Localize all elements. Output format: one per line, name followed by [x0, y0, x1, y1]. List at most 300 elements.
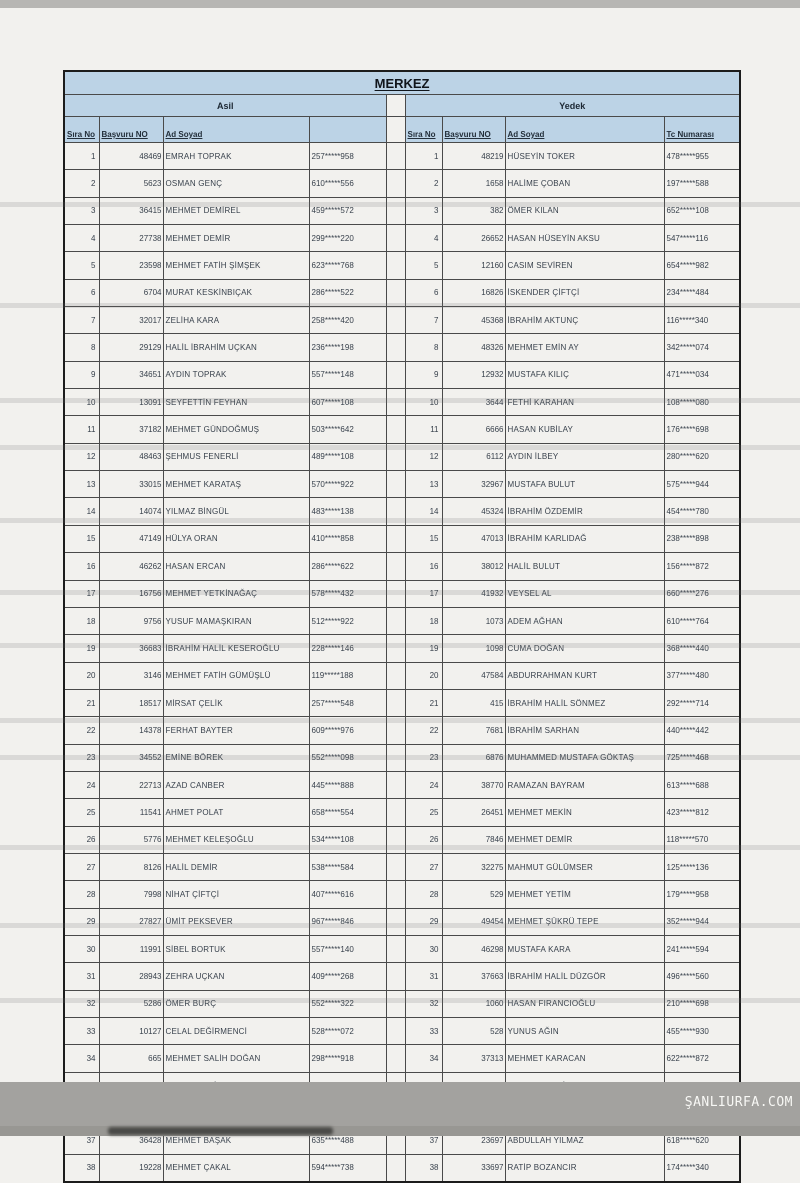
yedek-basvuru-no-cell: 6666	[442, 416, 505, 443]
yedek-sira-no-cell: 34	[405, 1045, 442, 1072]
yedek-tc-cell: 423*****812	[664, 799, 740, 826]
asil-basvuru-no-cell: 11991	[99, 935, 163, 962]
yedek-ad-soyad-cell: MEHMET YETİM	[505, 881, 664, 908]
yedek-sira-no-cell: 14	[405, 498, 442, 525]
asil-tc-cell: 635*****488	[309, 1127, 386, 1154]
yedek-sira-no-cell: 28	[405, 881, 442, 908]
asil-ad-soyad-cell: MEHMET GÜNDOĞMUŞ	[163, 416, 309, 443]
yedek-sira-no-cell: 25	[405, 799, 442, 826]
asil-basvuru-no-cell: 14074	[99, 498, 163, 525]
yedek-tc-cell: 547*****116	[664, 225, 740, 252]
gap-cell	[386, 279, 405, 306]
asil-basvuru-no-cell: 11541	[99, 799, 163, 826]
yedek-tc-cell: 440*****442	[664, 717, 740, 744]
asil-ad-soyad-cell: HÜLYA ORAN	[163, 525, 309, 552]
yedek-basvuru-no-cell: 47584	[442, 662, 505, 689]
asil-ad-soyad-cell: HALİL İBRAHİM UÇKAN	[163, 334, 309, 361]
scan-top-edge	[0, 0, 800, 8]
gap-cell	[386, 143, 405, 170]
asil-sira-no-cell: 37	[64, 1127, 99, 1154]
asil-tc-cell: 534*****108	[309, 826, 386, 853]
table-row	[64, 471, 740, 498]
yedek-sira-no-cell: 31	[405, 963, 442, 990]
yedek-basvuru-no-cell: 32275	[442, 853, 505, 880]
yedek-basvuru-no-cell: 529	[442, 881, 505, 908]
table-row	[64, 170, 740, 197]
yedek-tc-cell: 116*****340	[664, 307, 740, 334]
asil-tc-cell: 552*****098	[309, 744, 386, 771]
scan-smudge	[108, 1127, 333, 1135]
yedek-basvuru-no-cell: 38012	[442, 553, 505, 580]
asil-basvuru-no-cell: 28943	[99, 963, 163, 990]
asil-basvuru-no-cell: 18517	[99, 689, 163, 716]
yedek-sira-no-cell: 4	[405, 225, 442, 252]
yedek-ad-soyad-cell: İBRAHİM HALİL SÖNMEZ	[505, 689, 664, 716]
table-row	[64, 826, 740, 853]
asil-ad-soyad-cell: CELAL DEĞİRMENCİ	[163, 1018, 309, 1045]
yedek-sira-no-cell: 16	[405, 553, 442, 580]
yedek-ad-soyad-cell: MEHMET ŞÜKRÜ TEPE	[505, 908, 664, 935]
yedek-basvuru-no-cell: 1658	[442, 170, 505, 197]
yedek-ad-soyad-cell: MEHMET DEMİR	[505, 826, 664, 853]
asil-basvuru-no-cell: 8126	[99, 853, 163, 880]
asil-ad-soyad-cell: AZAD CANBER	[163, 771, 309, 798]
yedek-tc-cell: 652*****108	[664, 197, 740, 224]
yedek-sira-no-cell: 12	[405, 443, 442, 470]
yedek-basvuru-no-cell: 528	[442, 1018, 505, 1045]
table-row	[64, 771, 740, 798]
asil-tc-cell: 119*****188	[309, 662, 386, 689]
asil-basvuru-no-cell: 10127	[99, 1018, 163, 1045]
asil-sira-no-cell: 5	[64, 252, 99, 279]
yedek-sira-no-cell: 15	[405, 525, 442, 552]
asil-basvuru-no-cell: 5623	[99, 170, 163, 197]
yedek-sira-no-cell: 10	[405, 389, 442, 416]
table-row	[64, 935, 740, 962]
yedek-sira-no-cell: 9	[405, 361, 442, 388]
gap-cell	[386, 389, 405, 416]
yedek-ad-soyad-cell: ABDURRAHMAN KURT	[505, 662, 664, 689]
yedek-tc-cell: 377*****480	[664, 662, 740, 689]
table-row	[64, 252, 740, 279]
yedek-basvuru-no-cell: 7681	[442, 717, 505, 744]
yedek-ad-soyad-cell: ADEM AĞHAN	[505, 607, 664, 634]
table-row	[64, 908, 740, 935]
gap-cell	[386, 689, 405, 716]
asil-tc-cell: 286*****522	[309, 279, 386, 306]
yedek-ad-soyad-cell: MUHAMMED MUSTAFA GÖKTAŞ	[505, 744, 664, 771]
asil-basvuru-no-cell: 16756	[99, 580, 163, 607]
asil-basvuru-no-cell: 48463	[99, 443, 163, 470]
gap-cell	[386, 799, 405, 826]
yedek-ad-soyad-cell: HALİME ÇOBAN	[505, 170, 664, 197]
table-row	[64, 881, 740, 908]
yedek-tc-cell: 352*****944	[664, 908, 740, 935]
asil-basvuru-no-cell: 36683	[99, 635, 163, 662]
table-row	[64, 1018, 740, 1045]
table-row	[64, 744, 740, 771]
yedek-sira-no-cell: 7	[405, 307, 442, 334]
asil-ad-soyad-cell: MEHMET YETKİNAĞAÇ	[163, 580, 309, 607]
asil-basvuru-no-cell: 36428	[99, 1127, 163, 1154]
asil-tc-cell: 658*****554	[309, 799, 386, 826]
title-row	[64, 71, 740, 95]
table-row	[64, 1045, 740, 1072]
table-row	[64, 963, 740, 990]
asil-sira-no-cell: 25	[64, 799, 99, 826]
yedek-sira-no-cell: 17	[405, 580, 442, 607]
asil-basvuru-no-cell: 46262	[99, 553, 163, 580]
yedek-ad-soyad-cell: HÜSEYİN TOKER	[505, 143, 664, 170]
asil-sira-no-cell: 16	[64, 553, 99, 580]
yedek-tc-cell: 478*****955	[664, 143, 740, 170]
yedek-header-ad-soyad: Ad Soyad	[505, 117, 664, 143]
gap-cell	[386, 443, 405, 470]
asil-sira-no-cell: 23	[64, 744, 99, 771]
yedek-sira-no-cell: 21	[405, 689, 442, 716]
table-row	[64, 225, 740, 252]
asil-tc-cell: 299*****220	[309, 225, 386, 252]
asil-sira-no-cell: 26	[64, 826, 99, 853]
yedek-basvuru-no-cell: 12160	[442, 252, 505, 279]
asil-ad-soyad-cell: MEHMET SALİH DOĞAN	[163, 1045, 309, 1072]
yedek-tc-cell: 660*****276	[664, 580, 740, 607]
table-row	[64, 580, 740, 607]
asil-sira-no-cell: 29	[64, 908, 99, 935]
yedek-basvuru-no-cell: 23697	[442, 1127, 505, 1154]
yedek-sira-no-cell: 32	[405, 990, 442, 1017]
asil-ad-soyad-cell: FERHAT BAYTER	[163, 717, 309, 744]
yedek-ad-soyad-cell: MEHMET EMİN AY	[505, 334, 664, 361]
asil-ad-soyad-cell: ÜMİT PEKSEVER	[163, 908, 309, 935]
yedek-tc-cell: 725*****468	[664, 744, 740, 771]
table-row	[64, 662, 740, 689]
yedek-basvuru-no-cell: 26652	[442, 225, 505, 252]
yedek-ad-soyad-cell: AYDIN İLBEY	[505, 443, 664, 470]
gap-cell	[386, 307, 405, 334]
asil-sira-no-cell: 10	[64, 389, 99, 416]
yedek-ad-soyad-cell: MUSTAFA BULUT	[505, 471, 664, 498]
asil-sira-no-cell: 33	[64, 1018, 99, 1045]
asil-section-label: Asil	[64, 95, 386, 117]
yedek-tc-cell: 292*****714	[664, 689, 740, 716]
asil-sira-no-cell: 30	[64, 935, 99, 962]
watermark: ŞANLIURFA.COM	[684, 1095, 793, 1110]
asil-sira-no-cell: 31	[64, 963, 99, 990]
asil-sira-no-cell: 21	[64, 689, 99, 716]
asil-tc-cell: 512*****922	[309, 607, 386, 634]
yedek-ad-soyad-cell: HASAN KUBİLAY	[505, 416, 664, 443]
yedek-ad-soyad-cell: CUMA DOĞAN	[505, 635, 664, 662]
table-row	[64, 361, 740, 388]
asil-tc-cell: 609*****976	[309, 717, 386, 744]
yedek-tc-cell: 654*****982	[664, 252, 740, 279]
yedek-sira-no-cell: 2	[405, 170, 442, 197]
yedek-basvuru-no-cell: 45368	[442, 307, 505, 334]
gap-cell	[386, 197, 405, 224]
asil-sira-no-cell: 15	[64, 525, 99, 552]
asil-basvuru-no-cell: 48469	[99, 143, 163, 170]
gap-cell	[386, 771, 405, 798]
asil-sira-no-cell: 12	[64, 443, 99, 470]
asil-tc-cell: 538*****584	[309, 853, 386, 880]
table-row	[64, 607, 740, 634]
table-row	[64, 416, 740, 443]
asil-basvuru-no-cell: 34552	[99, 744, 163, 771]
yedek-tc-cell: 108*****080	[664, 389, 740, 416]
asil-tc-cell: 594*****738	[309, 1154, 386, 1182]
asil-sira-no-cell: 3	[64, 197, 99, 224]
asil-ad-soyad-cell: MEHMET KARATAŞ	[163, 471, 309, 498]
yedek-ad-soyad-cell: MEHMET KARACAN	[505, 1045, 664, 1072]
yedek-sira-no-cell: 37	[405, 1127, 442, 1154]
asil-ad-soyad-cell: ZELİHA KARA	[163, 307, 309, 334]
asil-ad-soyad-cell: MEHMET FATİH ŞİMŞEK	[163, 252, 309, 279]
asil-tc-cell: 257*****958	[309, 143, 386, 170]
yedek-basvuru-no-cell: 48219	[442, 143, 505, 170]
asil-tc-cell: 557*****148	[309, 361, 386, 388]
yedek-basvuru-no-cell: 38770	[442, 771, 505, 798]
yedek-basvuru-no-cell: 1073	[442, 607, 505, 634]
table-row	[64, 443, 740, 470]
asil-basvuru-no-cell: 7998	[99, 881, 163, 908]
yedek-ad-soyad-cell: İSKENDER ÇİFTÇİ	[505, 279, 664, 306]
yedek-ad-soyad-cell: İBRAHİM SARHAN	[505, 717, 664, 744]
table-row	[64, 717, 740, 744]
yedek-basvuru-no-cell: 12932	[442, 361, 505, 388]
asil-sira-no-cell: 4	[64, 225, 99, 252]
gap-cell	[386, 498, 405, 525]
asil-tc-cell: 489*****108	[309, 443, 386, 470]
asil-tc-cell: 459*****572	[309, 197, 386, 224]
table-row	[64, 334, 740, 361]
asil-header-sira-no: Sıra No	[64, 117, 99, 143]
table-row	[64, 799, 740, 826]
table-row	[64, 853, 740, 880]
yedek-ad-soyad-cell: İBRAHİM AKTUNÇ	[505, 307, 664, 334]
yedek-ad-soyad-cell: YUNUS AĞIN	[505, 1018, 664, 1045]
gap-cell	[386, 963, 405, 990]
yedek-sira-no-cell: 8	[405, 334, 442, 361]
table-row	[64, 307, 740, 334]
asil-sira-no-cell: 19	[64, 635, 99, 662]
asil-sira-no-cell: 34	[64, 1045, 99, 1072]
gap-cell	[386, 607, 405, 634]
asil-tc-cell: 483*****138	[309, 498, 386, 525]
asil-tc-cell: 503*****642	[309, 416, 386, 443]
asil-tc-cell: 610*****556	[309, 170, 386, 197]
asil-basvuru-no-cell: 5776	[99, 826, 163, 853]
asil-ad-soyad-cell: MURAT KESKİNBIÇAK	[163, 279, 309, 306]
asil-tc-cell: 445*****888	[309, 771, 386, 798]
yedek-basvuru-no-cell: 26451	[442, 799, 505, 826]
yedek-basvuru-no-cell: 6876	[442, 744, 505, 771]
gap-cell	[386, 525, 405, 552]
gap-cell	[386, 853, 405, 880]
asil-tc-cell: 298*****918	[309, 1045, 386, 1072]
yedek-tc-cell: 280*****620	[664, 443, 740, 470]
asil-ad-soyad-cell: AYDIN TOPRAK	[163, 361, 309, 388]
yedek-ad-soyad-cell: MUSTAFA KILIÇ	[505, 361, 664, 388]
yedek-sira-no-cell: 29	[405, 908, 442, 935]
asil-ad-soyad-cell: HALİL DEMİR	[163, 853, 309, 880]
gap-cell	[386, 744, 405, 771]
yedek-sira-no-cell: 5	[405, 252, 442, 279]
asil-header-basvuru-no: Başvuru NO	[99, 117, 163, 143]
yedek-sira-no-cell: 3	[405, 197, 442, 224]
table-row	[64, 990, 740, 1017]
asil-basvuru-no-cell: 47149	[99, 525, 163, 552]
yedek-basvuru-no-cell: 32967	[442, 471, 505, 498]
asil-sira-no-cell: 2	[64, 170, 99, 197]
asil-basvuru-no-cell: 37182	[99, 416, 163, 443]
yedek-sira-no-cell: 23	[405, 744, 442, 771]
asil-basvuru-no-cell: 29129	[99, 334, 163, 361]
asil-sira-no-cell: 24	[64, 771, 99, 798]
yedek-ad-soyad-cell: MAHMUT GÜLÜMSER	[505, 853, 664, 880]
gap-cell	[386, 580, 405, 607]
yedek-tc-cell: 238*****898	[664, 525, 740, 552]
asil-basvuru-no-cell: 14378	[99, 717, 163, 744]
yedek-basvuru-no-cell: 1060	[442, 990, 505, 1017]
asil-basvuru-no-cell: 32017	[99, 307, 163, 334]
section-row	[64, 95, 740, 117]
asil-tc-cell: 967*****846	[309, 908, 386, 935]
asil-ad-soyad-cell: OSMAN GENÇ	[163, 170, 309, 197]
yedek-tc-cell: 176*****698	[664, 416, 740, 443]
yedek-sira-no-cell: 19	[405, 635, 442, 662]
asil-sira-no-cell: 32	[64, 990, 99, 1017]
gap-cell	[386, 908, 405, 935]
gap-cell	[386, 252, 405, 279]
yedek-tc-cell: 622*****872	[664, 1045, 740, 1072]
yedek-ad-soyad-cell: MUSTAFA KARA	[505, 935, 664, 962]
table-row	[64, 143, 740, 170]
asil-sira-no-cell: 17	[64, 580, 99, 607]
asil-basvuru-no-cell: 13091	[99, 389, 163, 416]
asil-ad-soyad-cell: MEHMET FATİH GÜMÜŞLÜ	[163, 662, 309, 689]
asil-ad-soyad-cell: MİRSAT ÇELİK	[163, 689, 309, 716]
yedek-ad-soyad-cell: FETHİ KARAHAN	[505, 389, 664, 416]
asil-ad-soyad-cell: AHMET POLAT	[163, 799, 309, 826]
gap-cell	[386, 416, 405, 443]
gap-cell	[386, 553, 405, 580]
asil-tc-cell: 578*****432	[309, 580, 386, 607]
yedek-basvuru-no-cell: 41932	[442, 580, 505, 607]
yedek-tc-cell: 179*****958	[664, 881, 740, 908]
gap-cell	[386, 117, 405, 143]
asil-basvuru-no-cell: 36415	[99, 197, 163, 224]
column-header-row	[64, 117, 740, 143]
yedek-sira-no-cell: 1	[405, 143, 442, 170]
gap-cell	[386, 1045, 405, 1072]
yedek-ad-soyad-cell: HALİL BULUT	[505, 553, 664, 580]
yedek-basvuru-no-cell: 33697	[442, 1154, 505, 1182]
asil-tc-cell: 236*****198	[309, 334, 386, 361]
asil-tc-cell: 607*****108	[309, 389, 386, 416]
asil-sira-no-cell: 7	[64, 307, 99, 334]
yedek-basvuru-no-cell: 49454	[442, 908, 505, 935]
yedek-tc-cell: 610*****764	[664, 607, 740, 634]
asil-tc-cell: 407*****616	[309, 881, 386, 908]
yedek-sira-no-cell: 24	[405, 771, 442, 798]
merkez-results-table	[63, 70, 741, 1183]
table-row	[64, 279, 740, 306]
yedek-ad-soyad-cell: İBRAHİM ÖZDEMİR	[505, 498, 664, 525]
gap-cell	[386, 635, 405, 662]
asil-tc-cell: 228*****146	[309, 635, 386, 662]
yedek-tc-cell: 454*****780	[664, 498, 740, 525]
asil-sira-no-cell: 28	[64, 881, 99, 908]
yedek-ad-soyad-cell: İBRAHİM HALİL DÜZGÖR	[505, 963, 664, 990]
yedek-sira-no-cell: 6	[405, 279, 442, 306]
asil-tc-cell: 557*****140	[309, 935, 386, 962]
gap-cell	[386, 1154, 405, 1182]
yedek-sira-no-cell: 33	[405, 1018, 442, 1045]
asil-tc-cell: 286*****622	[309, 553, 386, 580]
yedek-ad-soyad-cell: HASAN HÜSEYİN AKSU	[505, 225, 664, 252]
asil-sira-no-cell: 27	[64, 853, 99, 880]
yedek-tc-cell: 496*****560	[664, 963, 740, 990]
asil-tc-cell: 623*****768	[309, 252, 386, 279]
table-row	[64, 553, 740, 580]
table-body	[64, 143, 740, 1183]
asil-sira-no-cell: 22	[64, 717, 99, 744]
asil-ad-soyad-cell: MEHMET DEMİR	[163, 225, 309, 252]
yedek-tc-cell: 455*****930	[664, 1018, 740, 1045]
asil-sira-no-cell: 9	[64, 361, 99, 388]
asil-tc-cell: 257*****548	[309, 689, 386, 716]
asil-basvuru-no-cell: 27827	[99, 908, 163, 935]
yedek-sira-no-cell: 13	[405, 471, 442, 498]
asil-ad-soyad-cell: NİHAT ÇİFTÇİ	[163, 881, 309, 908]
table-row	[64, 197, 740, 224]
asil-header-tc	[309, 117, 386, 143]
asil-sira-no-cell: 20	[64, 662, 99, 689]
asil-ad-soyad-cell: MEHMET ÇAKAL	[163, 1154, 309, 1182]
asil-ad-soyad-cell: MEHMET DEMİREL	[163, 197, 309, 224]
asil-ad-soyad-cell: EMİNE BÖREK	[163, 744, 309, 771]
asil-ad-soyad-cell: SEYFETTİN FEYHAN	[163, 389, 309, 416]
asil-sira-no-cell: 8	[64, 334, 99, 361]
yedek-basvuru-no-cell: 1098	[442, 635, 505, 662]
asil-basvuru-no-cell: 6704	[99, 279, 163, 306]
asil-ad-soyad-cell: MEHMET BAŞAK	[163, 1127, 309, 1154]
yedek-tc-cell: 156*****872	[664, 553, 740, 580]
table-row	[64, 389, 740, 416]
asil-tc-cell: 528*****072	[309, 1018, 386, 1045]
yedek-header-basvuru-no: Başvuru NO	[442, 117, 505, 143]
asil-ad-soyad-cell: SİBEL BORTUK	[163, 935, 309, 962]
asil-basvuru-no-cell: 33015	[99, 471, 163, 498]
yedek-basvuru-no-cell: 47013	[442, 525, 505, 552]
asil-sira-no-cell: 6	[64, 279, 99, 306]
yedek-basvuru-no-cell: 37313	[442, 1045, 505, 1072]
yedek-sira-no-cell: 38	[405, 1154, 442, 1182]
yedek-tc-cell: 368*****440	[664, 635, 740, 662]
asil-tc-cell: 410*****858	[309, 525, 386, 552]
asil-basvuru-no-cell: 665	[99, 1045, 163, 1072]
yedek-ad-soyad-cell: HASAN FIRANCIOĞLU	[505, 990, 664, 1017]
yedek-tc-cell: 575*****944	[664, 471, 740, 498]
gap-cell	[386, 717, 405, 744]
yedek-ad-soyad-cell: ABDULLAH YILMAZ	[505, 1127, 664, 1154]
yedek-tc-cell: 241*****594	[664, 935, 740, 962]
yedek-sira-no-cell: 27	[405, 853, 442, 880]
yedek-ad-soyad-cell: RATİP BOZANCIR	[505, 1154, 664, 1182]
yedek-basvuru-no-cell: 7846	[442, 826, 505, 853]
table-row	[64, 635, 740, 662]
